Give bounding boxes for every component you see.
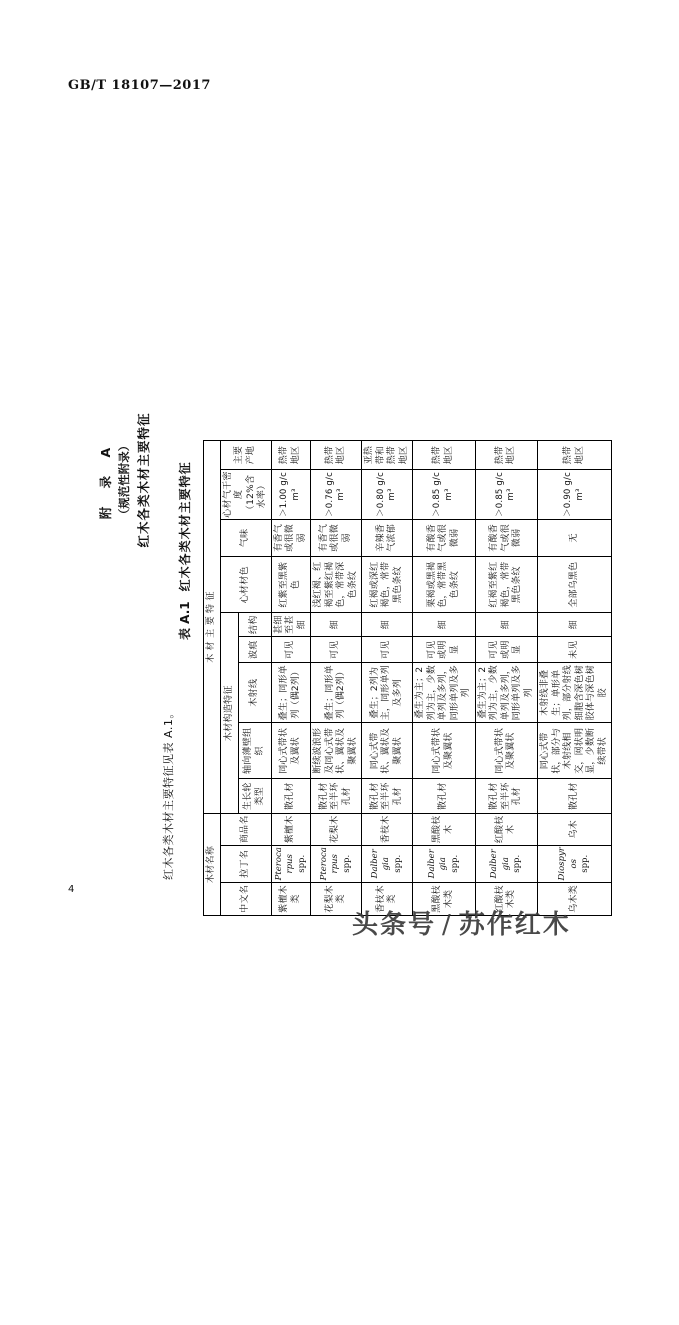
cell-ripple-mark: 可见或明显 xyxy=(475,636,538,662)
cell-heartwood-color: 红褐至紫红褐色，常带黑色条纹 xyxy=(475,556,538,612)
cell-heartwood-color: 全部乌黑色 xyxy=(538,556,612,612)
cell-latin-name xyxy=(362,845,413,882)
column-header-region xyxy=(220,441,271,470)
cell-axial-parenchyma: 同心式带状及聚翼状 xyxy=(475,723,538,779)
cell-heartwood-color: 红紫至黑紫色 xyxy=(271,556,311,612)
column-header-ripple-mark: 波痕 xyxy=(239,636,271,662)
cell-texture: 细 xyxy=(538,613,612,637)
latin-genus: Pterocarpus xyxy=(318,847,341,881)
cell-ripple-mark: 未见 xyxy=(538,636,612,662)
cell-ripple-mark: 可见或明显 xyxy=(413,636,476,662)
cell-latin-name xyxy=(413,845,476,882)
cell-odor: 有香气或很微弱 xyxy=(311,519,362,556)
appendix-heading: 附 录 A xyxy=(98,440,113,520)
cell-ripple-mark: 可见 xyxy=(311,636,362,662)
watermark-account: 苏作红木 xyxy=(458,910,571,940)
cell-heartwood-color: 红褐或深红褐色，常带黑色条纹 xyxy=(362,556,413,612)
latin-spp: spp. xyxy=(512,854,522,873)
latin-genus: Diospyros xyxy=(557,847,579,881)
cell-trade-name: 紫檀木 xyxy=(271,813,311,845)
region-header-line2: 产地 xyxy=(245,445,256,465)
cell-growth-ring: 散孔材至半环孔材 xyxy=(362,779,413,813)
cell-growth-ring: 散孔材 xyxy=(538,779,612,813)
cell-latin-name xyxy=(538,845,612,882)
cell-region: 亚热带和热带地区 xyxy=(362,441,413,470)
latin-spp: spp. xyxy=(449,854,460,873)
cell-odor: 辛辣香气浓郁 xyxy=(362,519,413,556)
watermark-separator: / xyxy=(442,910,453,940)
table-row xyxy=(538,441,612,916)
latin-spp: spp. xyxy=(296,854,307,873)
cell-texture: 细 xyxy=(362,613,413,637)
cell-wood-ray: 叠生；同形单列（偶2列） xyxy=(271,663,311,723)
wood-characteristics-table-wrapper xyxy=(203,445,679,1325)
latin-genus: Pterocarpus xyxy=(273,847,295,881)
region-header-line1: 主要 xyxy=(234,445,244,465)
cell-density: ＞0.76 g/cm³ xyxy=(311,470,362,520)
table-subgroup-header-row xyxy=(220,441,239,916)
cell-latin-name xyxy=(271,845,311,882)
cell-region: 热带地区 xyxy=(271,441,311,470)
group-header-wood-names: 木材名称 xyxy=(204,813,221,915)
cell-odor: 无 xyxy=(538,519,612,556)
column-header-density xyxy=(220,470,271,520)
table-body xyxy=(271,441,612,916)
cell-density: ＞0.85 g/cm³ xyxy=(475,470,538,520)
cell-ripple-mark: 可见 xyxy=(271,636,311,662)
cell-region: 热带地区 xyxy=(475,441,538,470)
column-header-axial-parenchyma: 轴向薄壁组织 xyxy=(239,723,271,779)
cell-texture: 细 xyxy=(311,613,362,637)
column-header-wood-ray: 木射线 xyxy=(239,663,271,723)
latin-spp: spp. xyxy=(392,854,403,873)
cell-heartwood-color: 栗褐或黑褐色，常带黑色条纹 xyxy=(413,556,476,612)
density-header-line2: （12%含水率） xyxy=(245,474,267,515)
cell-density: ＞0.90 g/cm³ xyxy=(538,470,612,520)
cell-density: ＞0.85 g/cm³ xyxy=(413,470,476,520)
cell-cn-name: 黑酸枝木类 xyxy=(413,882,476,915)
cell-trade-name: 黑酸枝木 xyxy=(413,813,476,845)
cell-trade-name: 香枝木 xyxy=(362,813,413,845)
latin-spp: spp. xyxy=(580,854,591,873)
standard-number: GB/T 18107—2017 xyxy=(68,78,211,93)
cell-axial-parenchyma: 断续波浪形及同心式带状、翼状及聚翼状 xyxy=(311,723,362,779)
column-header-odor: 气味 xyxy=(220,519,271,556)
cell-wood-ray: 叠生；同形单列（偶2列） xyxy=(311,663,362,723)
column-header-latin-name: 拉丁名 xyxy=(220,845,271,882)
table-row xyxy=(362,441,413,916)
group-header-main-features: 木 材 主 要 特 征 xyxy=(204,441,221,814)
cell-trade-name: 花梨木 xyxy=(311,813,362,845)
column-header-texture: 结构 xyxy=(239,613,271,637)
cell-cn-name: 花梨木类 xyxy=(311,882,362,915)
cell-texture: 细 xyxy=(475,613,538,637)
appendix-lead-text: 红木各类木材主要特征见表 A.1。 xyxy=(162,707,175,880)
latin-spp: spp. xyxy=(341,854,352,873)
cell-density: ＞1.00 g/cm³ xyxy=(271,470,311,520)
cell-region: 热带地区 xyxy=(413,441,476,470)
cell-region: 热带地区 xyxy=(311,441,362,470)
cell-cn-name: 紫檀木类 xyxy=(271,882,311,915)
cell-latin-name xyxy=(311,845,362,882)
cell-cn-name: 红酸枝木类 xyxy=(475,882,538,915)
cell-growth-ring: 散孔材 xyxy=(413,779,476,813)
cell-growth-ring: 散孔材至半环孔材 xyxy=(475,779,538,813)
table-row xyxy=(311,441,362,916)
cell-odor: 有酸香气或很微弱 xyxy=(475,519,538,556)
cell-axial-parenchyma: 同心式带状及翼状 xyxy=(271,723,311,779)
table-row xyxy=(413,441,476,916)
latin-genus: Dalbergia xyxy=(489,849,511,879)
cell-wood-ray: 木射线非叠生；单形单列，部分射线细胞含深色树胶体与深色树胶 xyxy=(538,663,612,723)
cell-odor: 有香气或很微弱 xyxy=(271,519,311,556)
cell-trade-name: 乌木 xyxy=(538,813,612,845)
cell-latin-name xyxy=(475,845,538,882)
page-number: 4 xyxy=(68,884,75,895)
cell-trade-name: 红酸枝木 xyxy=(475,813,538,845)
table-number: 表 A.1 xyxy=(178,601,192,640)
table-group-header-row xyxy=(204,441,221,916)
appendix-normative-label: （规范性附录） xyxy=(117,439,131,521)
cell-growth-ring: 散孔材至半环孔材 xyxy=(311,779,362,813)
column-header-heartwood-color: 心材材色 xyxy=(220,556,271,612)
cell-growth-ring: 散孔材 xyxy=(271,779,311,813)
table-caption: 红木各类木材主要特征 xyxy=(178,461,192,592)
cell-wood-ray: 叠生；2列为主，同形单列及多列 xyxy=(362,663,413,723)
watermark xyxy=(352,904,571,941)
cell-texture: 细 xyxy=(413,613,476,637)
column-header-growth-ring: 生长轮类型 xyxy=(239,779,271,813)
cell-cn-name: 香枝木类 xyxy=(362,882,413,915)
cell-density: ＞0.80 g/cm³ xyxy=(362,470,413,520)
cell-odor: 有酸香气或很微弱 xyxy=(413,519,476,556)
cell-texture: 甚细至甚细 xyxy=(271,613,311,637)
cell-heartwood-color: 浅红褐、红褐至紫红褐色，常带深色条纹 xyxy=(311,556,362,612)
table-row xyxy=(475,441,538,916)
cell-axial-parenchyma: 同心式带状，部分与木射线相交，网状明显，少数断续带状 xyxy=(538,723,612,779)
cell-cn-name: 乌木类 xyxy=(538,882,612,915)
latin-genus: Dalbergia xyxy=(426,849,448,879)
latin-genus: Dalbergia xyxy=(369,849,392,879)
cell-axial-parenchyma: 同心式带状、翼状及聚翼状 xyxy=(362,723,413,779)
cell-axial-parenchyma: 同心式带状及聚翼状 xyxy=(413,723,476,779)
wood-characteristics-table xyxy=(203,440,612,916)
density-header-line1: 心材气干密度 xyxy=(222,471,244,518)
cell-region: 热带地区 xyxy=(538,441,612,470)
appendix-subject: 红木各类木材主要特征 xyxy=(136,412,151,548)
group-header-structure-features: 木材构造特征 xyxy=(220,613,239,814)
cell-wood-ray: 叠生为主；2列为主，少数单列及多列，同形单列及多列 xyxy=(475,663,538,723)
column-header-trade-name: 商品名 xyxy=(220,813,271,845)
column-header-cn-name: 中文名 xyxy=(220,882,271,915)
table-row xyxy=(271,441,311,916)
cell-ripple-mark: 可见 xyxy=(362,636,413,662)
watermark-brand: 头条号 xyxy=(352,910,437,940)
cell-wood-ray: 叠生为主；2列为主，少数单列及多列，同形单列及多列 xyxy=(413,663,476,723)
table-head xyxy=(204,441,272,916)
